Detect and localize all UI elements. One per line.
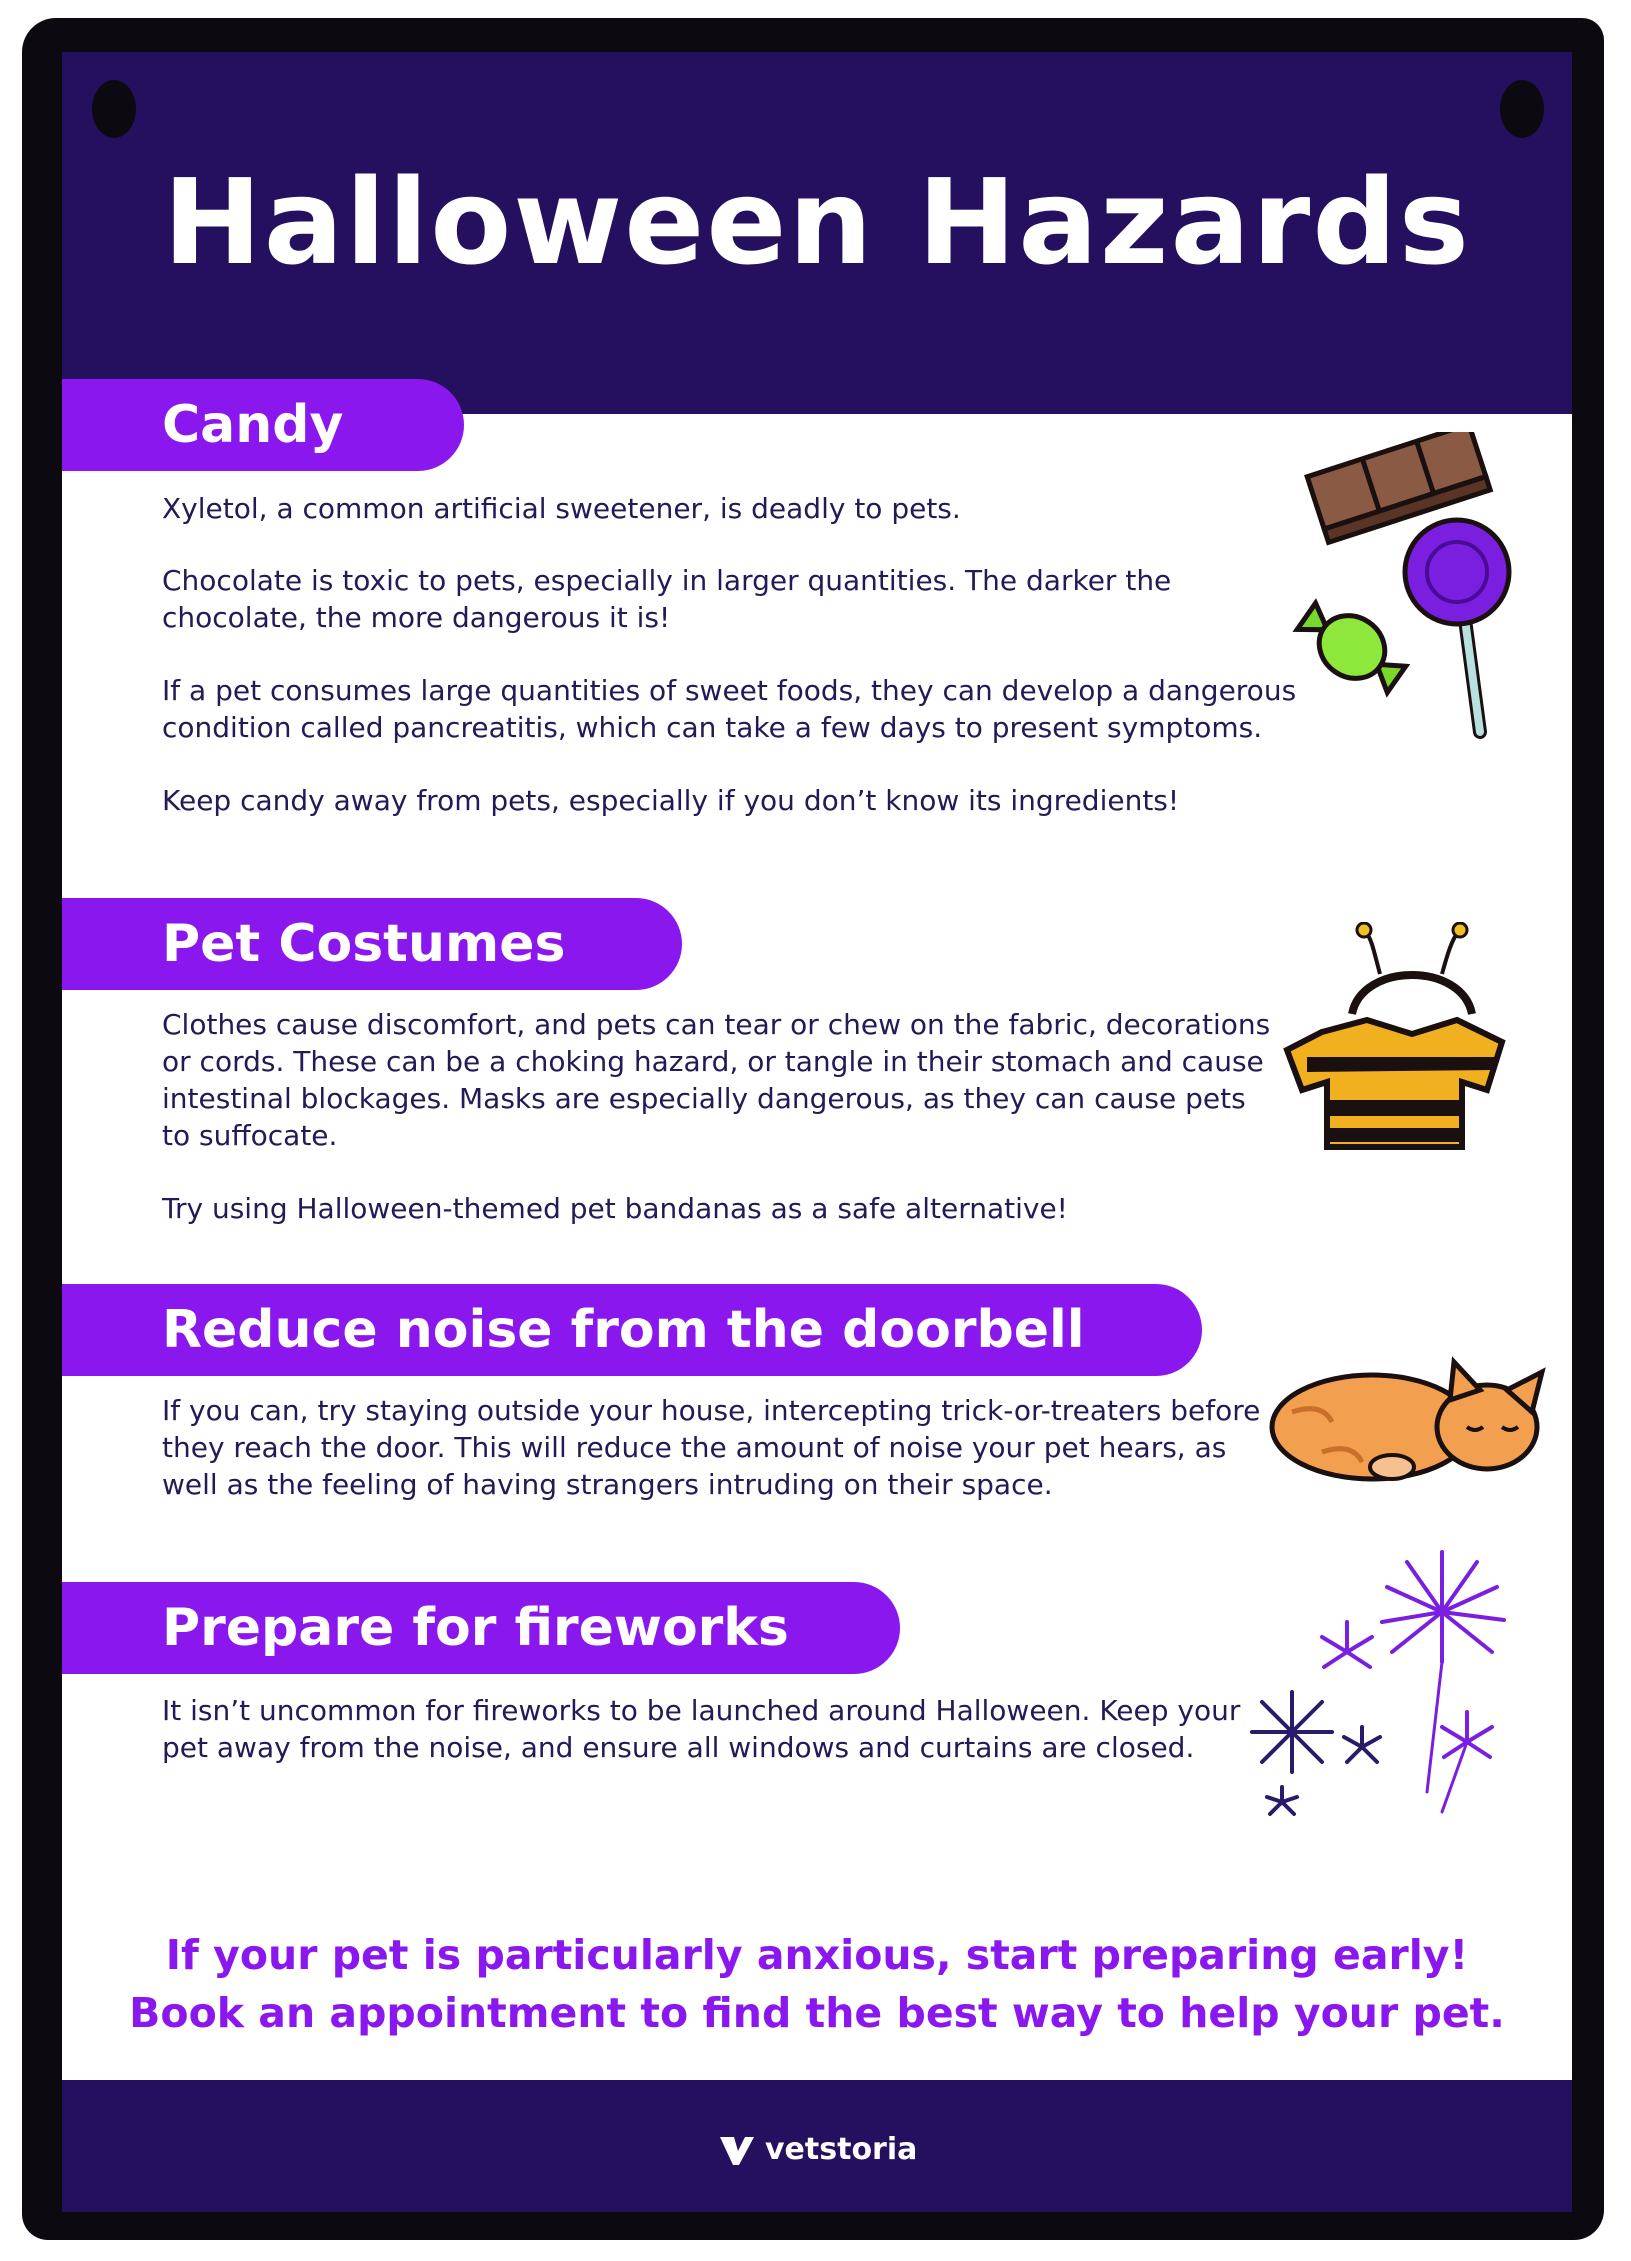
footer-banner (62, 2080, 1572, 2212)
candy-paragraph-3: If a pet consumes large quantities of sweet foods, they can develop a dangerous condition called pancreatitis, which can take a few days to present symptoms. (162, 674, 1297, 744)
brand-name: vetstoria (765, 2131, 918, 2167)
section-heading-fireworks (62, 1582, 900, 1674)
cta-line-1: If your pet is particularly anxious, start preparing early! (165, 1931, 1469, 1979)
costumes-paragraph-2: Try using Halloween-themed pet bandanas as a safe alternative! (162, 1192, 1068, 1225)
hanging-hole-right (1500, 80, 1544, 138)
candy-paragraph-2: Chocolate is toxic to pets, especially in larger quantities. The darker the chocolate, the more dangerous it is! (162, 564, 1172, 634)
section-heading-label: Reduce noise from the doorbell (162, 1300, 1085, 1360)
section-heading-label: Candy (162, 395, 344, 455)
poster (62, 52, 1572, 2212)
brand-logo[interactable] (717, 2124, 917, 2174)
section-heading-label: Prepare for fireworks (162, 1598, 789, 1658)
section-heading-doorbell (62, 1284, 1202, 1376)
candy-paragraph-4: Keep candy away from pets, especially if you don’t know its ingredients! (162, 784, 1180, 817)
section-heading-label: Pet Costumes (162, 914, 566, 974)
section-heading-pet-costumes (62, 898, 682, 990)
candy-paragraph-1: Xyletol, a common artificial sweetener, is deadly to pets. (162, 492, 961, 525)
hanging-hole-left (92, 80, 136, 138)
costumes-paragraph-1: Clothes cause discomfort, and pets can tear or chew on the fabric, decorations or cords. These can be a choking hazard, or tangle in their stomach and cause intestinal blockages. Masks are especially dangerous, as they can cause pets to suffocate. (162, 1008, 1271, 1152)
cta-line-2: Book an appointment to find the best way to help your pet. (129, 1989, 1505, 2037)
fireworks-paragraph-1: It isn’t uncommon for fireworks to be launched around Halloween. Keep your pet away from the noise, and ensure all windows and curtains are closed. (162, 1694, 1241, 1764)
candy-icon (1282, 432, 1542, 752)
page-title: Halloween Hazards (162, 153, 1472, 291)
fireworks-icon (1242, 1542, 1542, 1842)
costume-icon (1262, 922, 1522, 1162)
section-heading-candy (62, 379, 464, 471)
doorbell-paragraph-1: If you can, try staying outside your house, intercepting trick-or-treaters before they reach the door. This will reduce the amount of noise your pet hears, as well as the feeling of having strangers intruding on their space. (162, 1394, 1261, 1501)
header-banner (62, 52, 1572, 414)
vetstoria-logo-icon (717, 2129, 757, 2169)
sleeping-cat-icon (1262, 1342, 1552, 1492)
